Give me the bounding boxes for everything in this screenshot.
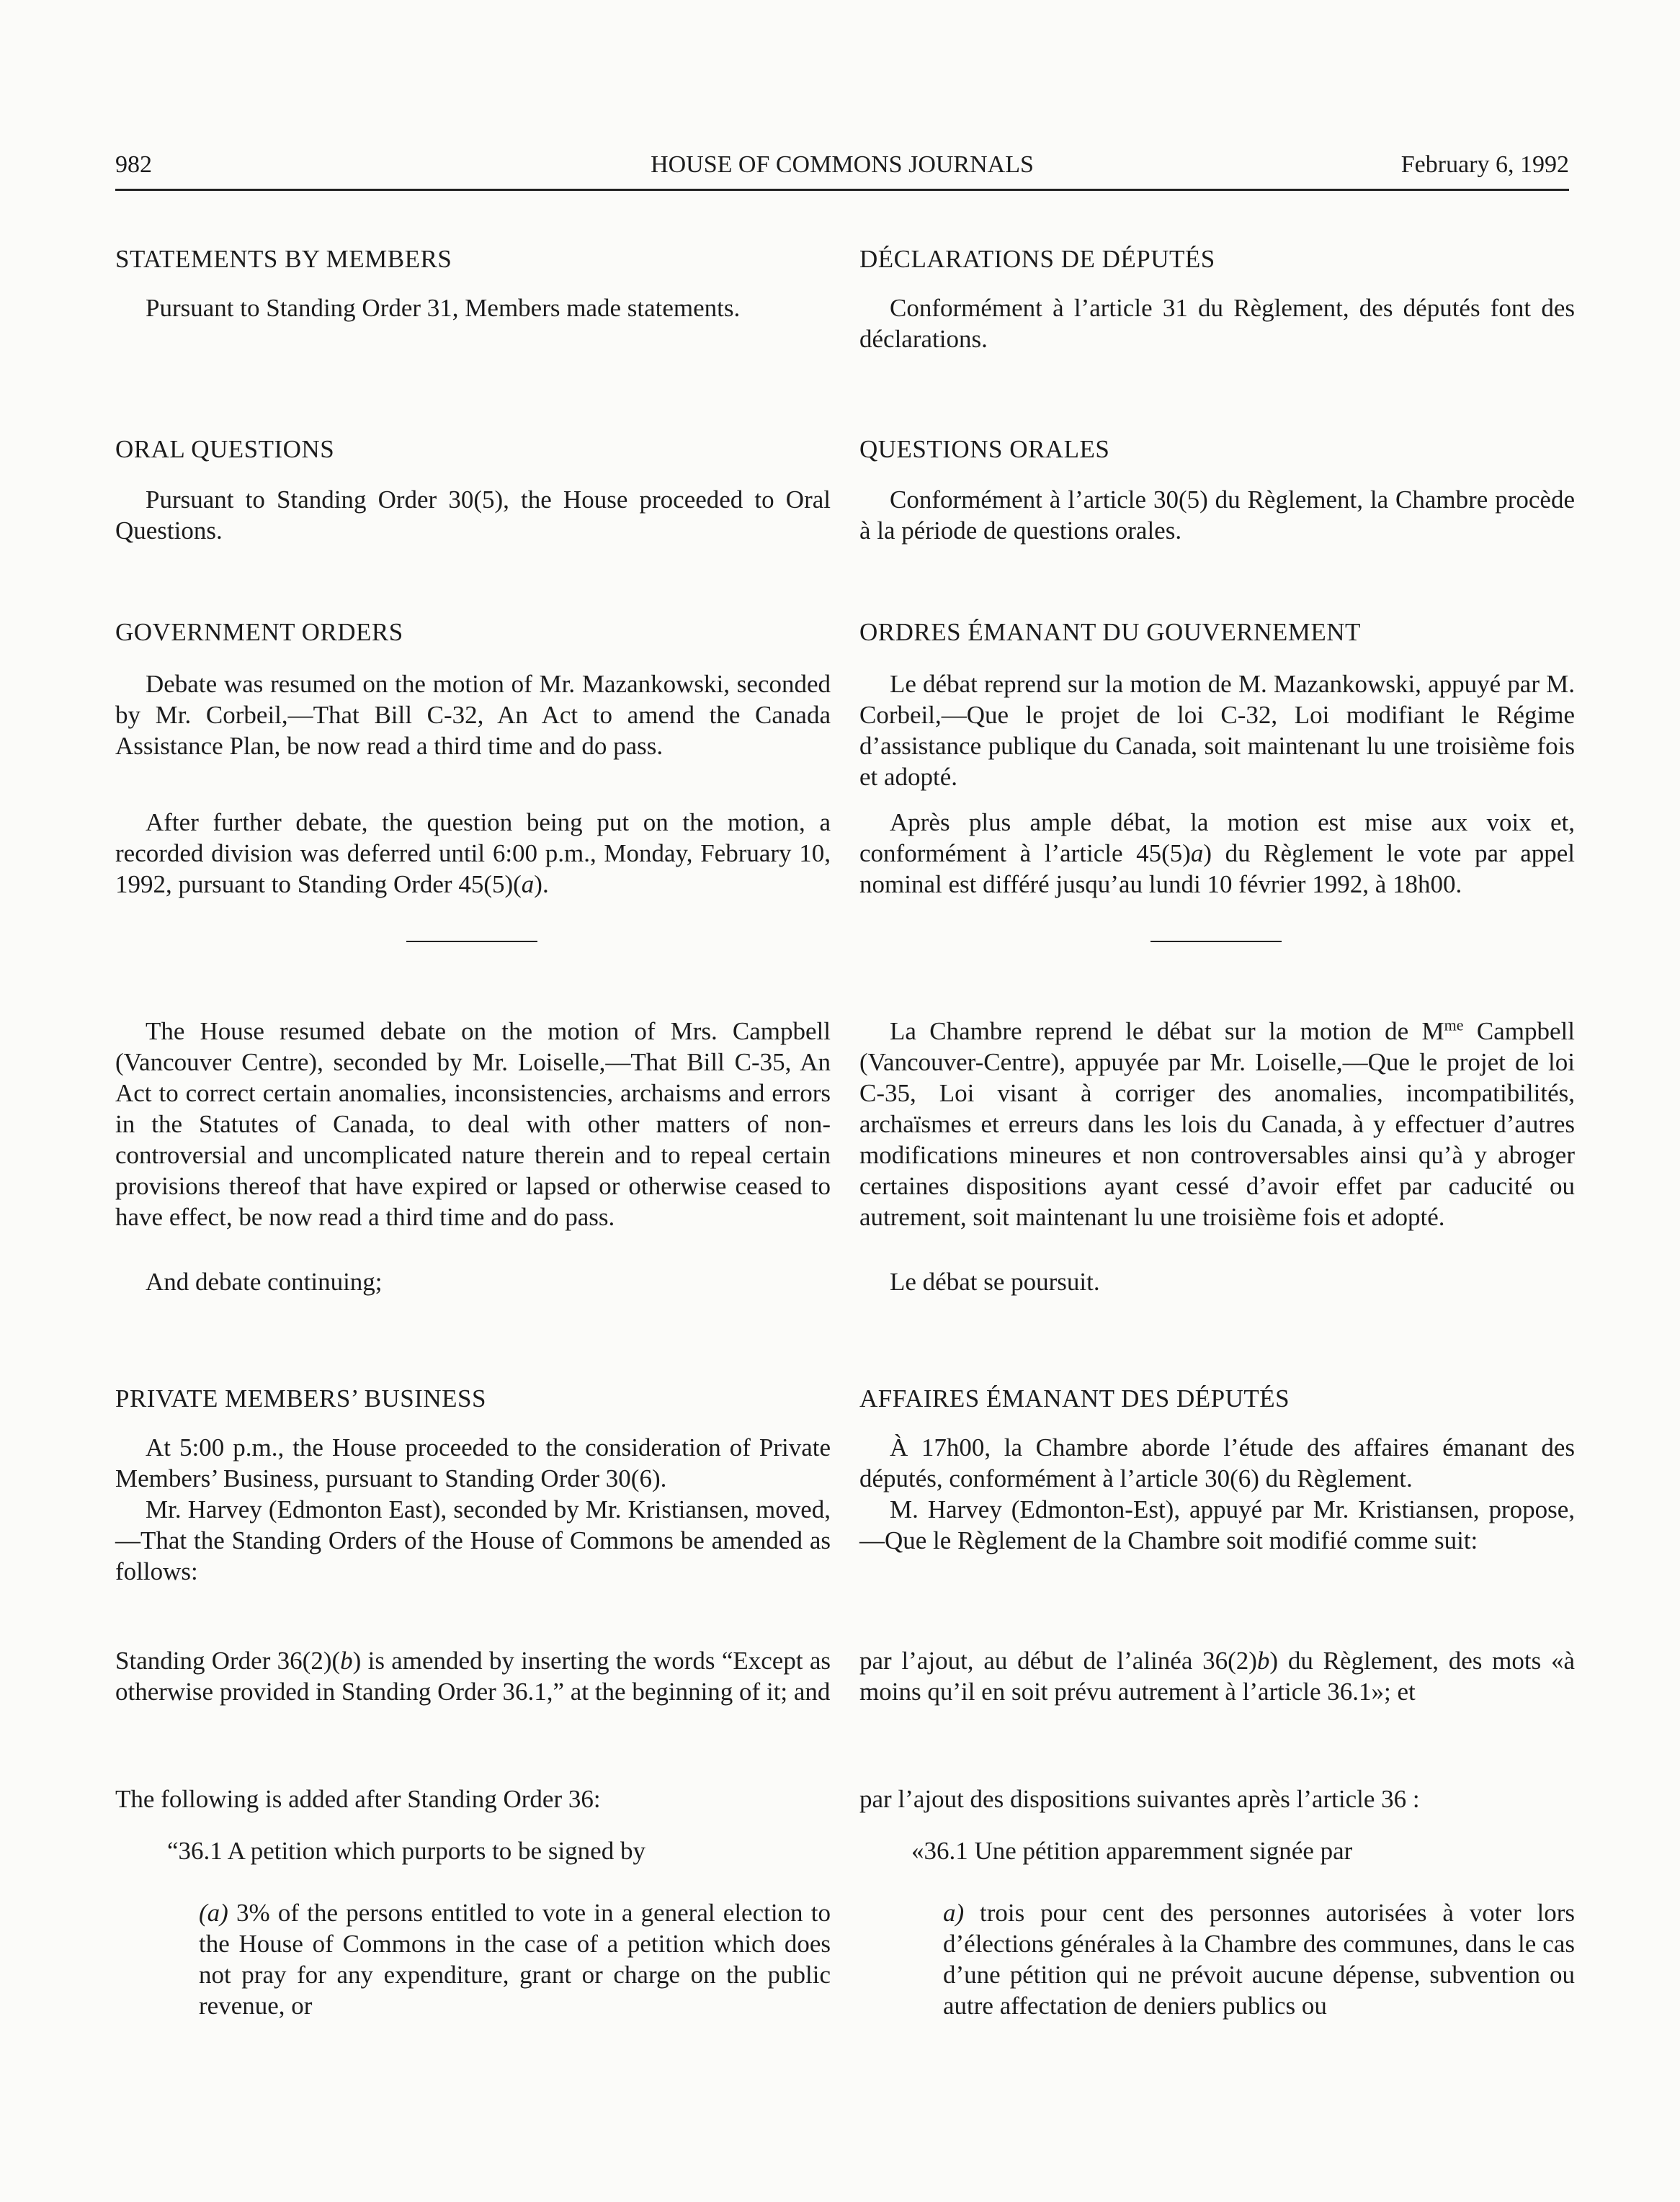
page-number: 982 (115, 151, 152, 178)
french-column (859, 243, 1575, 2116)
private-members-heading-fr: AFFAIRES ÉMANANT DES DÉPUTÉS (859, 1384, 1290, 1413)
oral-questions-text: Pursuant to Standing Order 30(5), the House proceeded to Oral Questions. (115, 485, 831, 545)
section-divider-fr (1150, 941, 1282, 942)
private-members-text-2-fr: M. Harvey (Edmonton-Est), appuyé par Mr. Kristiansen, propose,—Que le Règlement de la Chambre soit modifié comme suit: (859, 1495, 1575, 1554)
government-orders-text: Debate was resumed on the motion of Mr. Mazankowski, seconded by Mr. Corbeil,—That Bill C-32, An Act to amend the Canada Assistance Plan, be now read a third time and do pass. (115, 670, 831, 760)
statements-text: Pursuant to Standing Order 31, Members made statements. (146, 294, 741, 322)
petition-text-fr: «36.1 Une pétition apparemment signée par (911, 1837, 1353, 1865)
government-orders-division-text: After further debate, the question being put on the motion, a recorded division was deferred until 6:00 p.m., Monday, February 10, 1992, pursuant to Standing Order 45(5)(a). (115, 808, 831, 898)
debate-continuing-text-fr: Le débat se poursuit. (890, 1268, 1100, 1296)
petition-text: “36.1 A petition which purports to be signed by (167, 1837, 645, 1865)
section-divider (406, 941, 537, 942)
following-added-text-fr: par l’ajout des dispositions suivantes après l’article 36 : (859, 1785, 1420, 1813)
following-added-text: The following is added after Standing Order 36: (115, 1785, 601, 1813)
oral-questions-heading-fr: QUESTIONS ORALES (859, 435, 1110, 463)
government-orders-text-fr: Le débat reprend sur la motion de M. Mazankowski, appuyé par M. Corbeil,—Que le projet de loi C-32, Loi modifiant le Régime d’assistance publique du Canada, soit maintenant lu une troisième fois et adopté. (859, 670, 1575, 791)
bill-c35-debate-text-fr: La Chambre reprend le débat sur la motion de $M^{me}$ Campbell (Vancouver-Centre), appuyée par Mr. Loiselle,—Que le projet de loi C-35, Loi visant à corriger des anomalies, incompatibilités, archaïsmes et erreurs dans les lois du Canada, à y effectuer d’autres modifications mineures et non controversables ainsi qu’à y abroger certaines dispositions ayant cessé d’avoir effet par caducité ou autrement, soit maintenant lu une troisième fois et adopté. (859, 1016, 1575, 1231)
private-members-text-2: Mr. Harvey (Edmonton East), seconded by Mr. Kristiansen, moved,—That the Standing Orders of the House of Commons be amended as follows: (115, 1495, 831, 1585)
private-members-heading: PRIVATE MEMBERS’ BUSINESS (115, 1384, 486, 1413)
bill-c35-debate-text: The House resumed debate on the motion of Mrs. Campbell (Vancouver Centre), seconded by Mr. Loiselle,—That Bill C-35, An Act to correct certain anomalies, inconsistencies, archaisms and errors in the Statutes of Canada, to deal with other matters of non-controversial and uncomplicated nature therein and to repeal certain provisions thereof that have expired or lapsed or otherwise ceased to have effect, be now read a third time and do pass. (115, 1017, 831, 1231)
government-orders-heading-fr: ORDRES ÉMANANT DU GOUVERNEMENT (859, 618, 1361, 646)
standing-order-amendment-text: Standing Order 36(2)(b) is amended by inserting the words “Except as otherwise provided in Standing Order 36.1,” at the beginning of it; and (115, 1647, 831, 1706)
private-members-text-1: At 5:00 p.m., the House proceeded to the consideration of Private Members’ Business, pursuant to Standing Order 30(6). (115, 1433, 831, 1492)
government-orders-heading: GOVERNMENT ORDERS (115, 618, 403, 646)
page-date: February 6, 1992 (1400, 151, 1569, 178)
standing-order-amendment-text-fr: par l’ajout, au début de l’alinéa 36(2)b) du Règlement, des mots «à moins qu’il en soit prévu autrement à l’article 36.1»; et (859, 1647, 1575, 1706)
journal-title: HOUSE OF COMMONS JOURNALS (651, 151, 1034, 178)
statements-heading: STATEMENTS BY MEMBERS (115, 245, 452, 273)
debate-continuing-text: And debate continuing; (146, 1268, 383, 1296)
english-column (115, 243, 831, 2116)
item-a-text: (a) 3% of the persons entitled to vote in a general election to the House of Commons in the case of a petition which does not pray for any expenditure, grant or charge on the public revenue, or (199, 1899, 831, 2020)
page-header (115, 151, 1569, 191)
item-a-text-fr: a) trois pour cent des personnes autorisées à voter lors d’élections générales à la Chambre des communes, dans le cas d’une pétition qui ne prévoit aucune dépense, subvention ou autre affectation de deniers publics ou (943, 1899, 1575, 2020)
statements-heading-fr: DÉCLARATIONS DE DÉPUTÉS (859, 245, 1215, 273)
oral-questions-text-fr: Conformément à l’article 30(5) du Règlement, la Chambre procède à la période de questions orales. (859, 485, 1575, 545)
private-members-text-1-fr: À 17h00, la Chambre aborde l’étude des affaires émanant des députés, conformément à l’article 30(6) du Règlement. (859, 1433, 1575, 1492)
statements-text-fr: Conformément à l’article 31 du Règlement, des députés font des déclarations. (859, 294, 1575, 353)
government-orders-division-text-fr: Après plus ample débat, la motion est mise aux voix et, conformément à l’article 45(5)a) du Règlement le vote par appel nominal est différé jusqu’au lundi 10 février 1992, à 18h00. (859, 808, 1575, 898)
oral-questions-heading: ORAL QUESTIONS (115, 435, 335, 463)
